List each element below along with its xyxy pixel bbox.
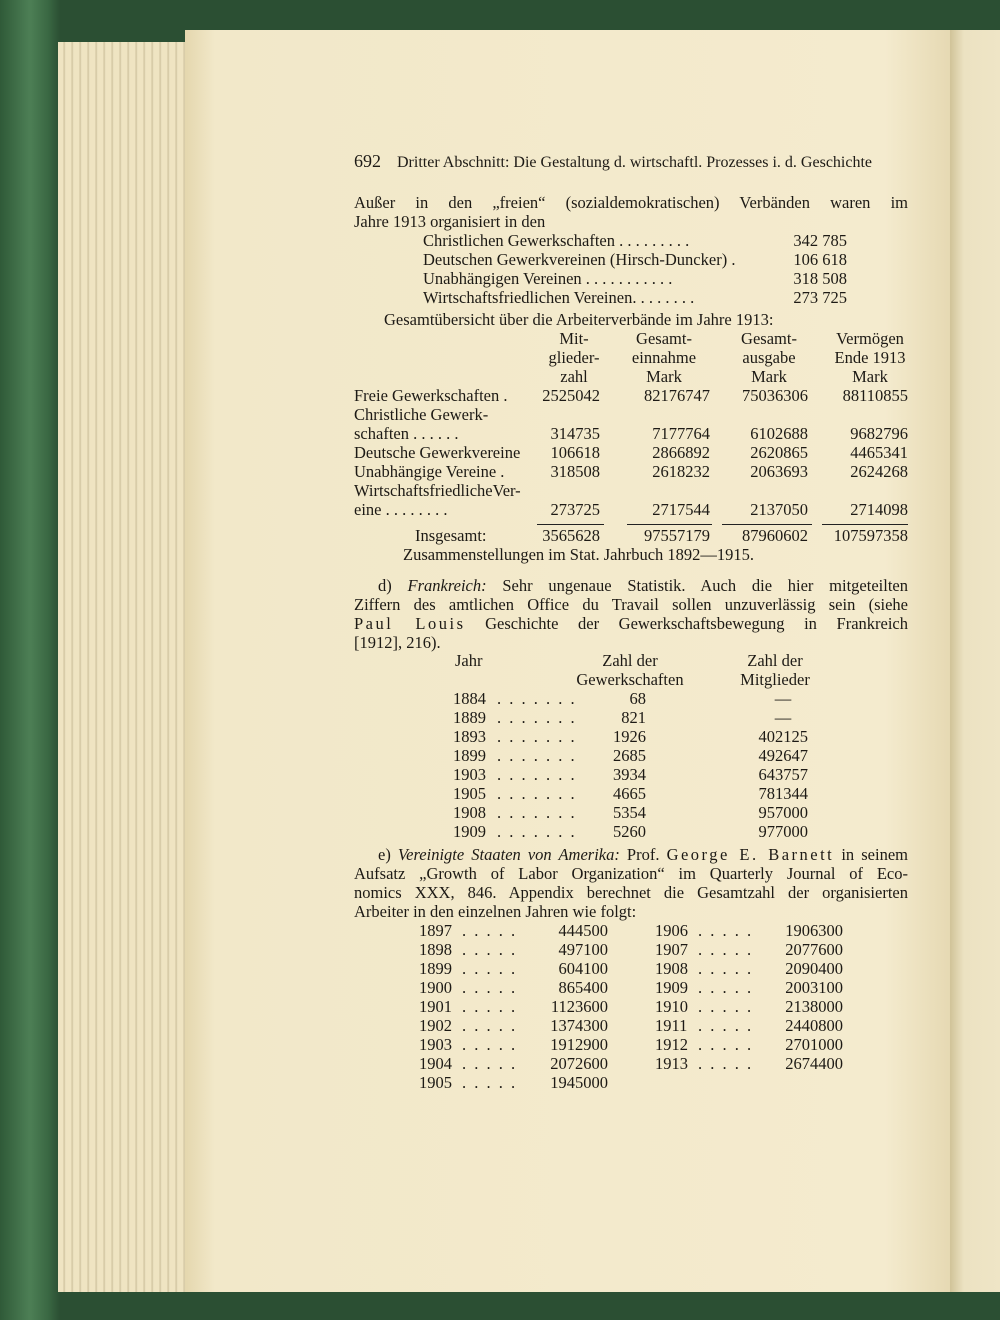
usa-value: 1123600 <box>550 997 608 1016</box>
cell-value: 273725 <box>550 500 600 519</box>
leader-dots: . . . . . <box>462 997 518 1016</box>
paragraph-line <box>354 902 636 921</box>
cell-value: 2714098 <box>850 500 908 519</box>
column-header: Mark <box>852 367 888 386</box>
leader-dots: . . . . . . . <box>497 708 577 727</box>
usa-value: 2701000 <box>785 1035 843 1054</box>
cell-value: 2137050 <box>750 500 808 519</box>
usa-year: 1909 <box>655 978 688 997</box>
usa-value: 1945000 <box>550 1073 608 1092</box>
column-header: einnahme <box>631 348 697 367</box>
cell-value: 2525042 <box>542 386 600 405</box>
organized-label: Unabhängigen Vereinen . . . . . . . . . . . <box>423 269 673 288</box>
leader-dots: . . . . . . . <box>497 727 577 746</box>
leader-dots: . . . . . <box>462 1054 518 1073</box>
usa-year: 1912 <box>655 1035 688 1054</box>
france-year: 1884 <box>453 689 486 708</box>
france-unions: 1926 <box>613 727 646 746</box>
row-label: Christliche Gewerk- <box>354 405 489 424</box>
text-span: e) <box>378 845 398 864</box>
paragraph-line <box>354 633 441 652</box>
france-year: 1889 <box>453 708 486 727</box>
leader-dots: . . . . . . . <box>497 822 577 841</box>
row-label: Unabhängige Vereine . <box>354 462 505 481</box>
total-label: Insgesamt: <box>415 526 487 545</box>
usa-year: 1906 <box>655 921 688 940</box>
facing-page <box>950 30 1000 1292</box>
france-unions: 821 <box>621 708 646 727</box>
france-unions: 5260 <box>613 822 646 841</box>
usa-year: 1911 <box>655 1016 688 1035</box>
leader-dots: . . . . . <box>698 1054 754 1073</box>
column-header: Vermögen <box>836 329 904 348</box>
usa-value: 2090400 <box>785 959 843 978</box>
total-value: 87960602 <box>742 526 808 545</box>
usa-year: 1902 <box>419 1016 452 1035</box>
col-members: Zahl der <box>747 651 803 670</box>
column-header: Mark <box>751 367 787 386</box>
total-value: 3565628 <box>542 526 600 545</box>
leader-dots: . . . . . <box>462 1016 518 1035</box>
page-edges <box>58 42 193 1292</box>
total-rule <box>722 524 812 525</box>
cell-value: 2717544 <box>652 500 710 519</box>
text-span: Frankreich: <box>407 576 487 595</box>
column-header: glieder- <box>548 348 600 367</box>
organized-label: Wirtschaftsfriedlichen Vereinen. . . . . . . . <box>423 288 695 307</box>
total-value: 97557179 <box>644 526 710 545</box>
leader-dots: . . . . . <box>698 959 754 978</box>
paragraph-line <box>354 595 908 614</box>
usa-year: 1913 <box>655 1054 688 1073</box>
leader-dots: . . . . . <box>698 997 754 1016</box>
leader-dots: . . . . . <box>698 921 754 940</box>
leader-dots: . . . . . <box>698 1035 754 1054</box>
leader-dots: . . . . . <box>462 1035 518 1054</box>
total-rule <box>627 524 712 525</box>
paragraph-line <box>378 576 908 595</box>
column-header: zahl <box>560 367 588 386</box>
col-year: Jahr <box>455 651 483 670</box>
paragraph-line <box>354 883 908 902</box>
col-unions: Zahl der <box>602 651 658 670</box>
intro-line-1: Außer in den „freien“ (sozialdemokratischen) Verbänden waren im <box>354 193 908 212</box>
cell-value: 7177764 <box>652 424 710 443</box>
usa-value: 865400 <box>558 978 608 997</box>
france-members: 402125 <box>758 727 808 746</box>
usa-value: 2003100 <box>785 978 843 997</box>
france-members: 977000 <box>758 822 808 841</box>
usa-value: 2077600 <box>785 940 843 959</box>
organized-value: 318 508 <box>793 269 847 288</box>
cell-value: 2624268 <box>850 462 908 481</box>
cell-value: 318508 <box>550 462 600 481</box>
row-label: Freie Gewerkschaften . <box>354 386 508 405</box>
text-span: George E. Barnett <box>666 845 835 864</box>
text-span: Ziffern des amtlichen Office du Travail sollen unzuverlässig sein (siehe <box>354 595 908 614</box>
intro-line-2: Jahre 1913 organisiert in den <box>354 212 546 231</box>
total-rule <box>822 524 908 525</box>
organized-value: 106 618 <box>793 250 847 269</box>
text-span: d) <box>378 576 408 595</box>
cell-value: 2620865 <box>750 443 808 462</box>
usa-value: 497100 <box>558 940 608 959</box>
france-members: 957000 <box>758 803 808 822</box>
cell-value: 2618232 <box>652 462 710 481</box>
col-unions: Gewerkschaften <box>576 670 684 689</box>
text-span: Sehr ungenaue Statistik. Auch die hier mitgeteilten <box>486 576 908 595</box>
text-span: Paul Louis <box>354 614 466 633</box>
column-header: Ende 1913 <box>834 348 906 367</box>
leader-dots: . . . . . <box>698 1016 754 1035</box>
france-unions: 3934 <box>613 765 646 784</box>
leader-dots: . . . . . <box>698 940 754 959</box>
overview-title: Gesamtübersicht über die Arbeiterverbände im Jahre 1913: <box>384 310 774 329</box>
col-members: Mitglieder <box>740 670 810 689</box>
france-year: 1905 <box>453 784 486 803</box>
text-span: Geschichte der Gewerkschaftsbewegung in Frankreich <box>465 614 908 633</box>
column-header: Gesamt- <box>741 329 797 348</box>
cell-value: 2063693 <box>750 462 808 481</box>
leader-dots: . . . . . . . <box>497 784 577 803</box>
total-value: 107597358 <box>833 526 908 545</box>
usa-value: 2674400 <box>785 1054 843 1073</box>
column-header: Gesamt- <box>636 329 692 348</box>
text-span: nomics XXX, 846. Appendix berechnet die Gesamtzahl der organisierten <box>354 883 908 902</box>
running-title: Dritter Abschnitt: Die Gestaltung d. wirtschaftl. Prozesses i. d. Geschichte <box>397 154 873 171</box>
cell-value: 9682796 <box>850 424 908 443</box>
organized-label: Deutschen Gewerkvereinen (Hirsch-Duncker) . <box>423 250 736 269</box>
usa-value: 2440800 <box>785 1016 843 1035</box>
total-rule <box>537 524 604 525</box>
cell-value: 6102688 <box>750 424 808 443</box>
text-span: Arbeiter in den einzelnen Jahren wie folgt: <box>354 902 637 921</box>
paragraph-line <box>354 614 908 633</box>
cell-value: 82176747 <box>644 386 710 405</box>
usa-year: 1897 <box>419 921 452 940</box>
usa-value: 444500 <box>558 921 608 940</box>
usa-year: 1904 <box>419 1054 452 1073</box>
leader-dots: . . . . . . . <box>497 689 577 708</box>
france-members: 781344 <box>758 784 808 803</box>
cell-value: 2866892 <box>652 443 710 462</box>
usa-value: 1374300 <box>550 1016 608 1035</box>
usa-year: 1898 <box>419 940 452 959</box>
france-year: 1908 <box>453 803 486 822</box>
usa-value: 2138000 <box>785 997 843 1016</box>
leader-dots: . . . . . . . <box>497 765 577 784</box>
cell-value: 106618 <box>550 443 600 462</box>
cell-value: 4465341 <box>850 443 908 462</box>
text-span: [1912], 216). <box>354 633 441 652</box>
leader-dots: . . . . . <box>462 940 518 959</box>
column-header: ausgabe <box>742 348 796 367</box>
cell-value: 314735 <box>550 424 600 443</box>
row-label: Deutsche Gewerkvereine <box>354 443 521 462</box>
usa-year: 1910 <box>655 997 688 1016</box>
usa-year: 1903 <box>419 1035 452 1054</box>
organized-label: Christlichen Gewerkschaften . . . . . . . . . <box>423 231 690 250</box>
usa-value: 604100 <box>558 959 608 978</box>
organized-value: 273 725 <box>793 288 847 307</box>
leader-dots: . . . . . <box>462 921 518 940</box>
usa-year: 1907 <box>655 940 688 959</box>
text-span: Vereinigte Staaten von Amerika: <box>397 845 620 864</box>
text-span: Prof. <box>619 845 667 864</box>
leader-dots: . . . . . . . <box>497 803 577 822</box>
text-span: Aufsatz „Growth of Labor Organization“ im Quarterly Journal of Eco- <box>354 864 908 883</box>
usa-year: 1905 <box>419 1073 452 1092</box>
usa-year: 1900 <box>419 978 452 997</box>
france-unions: 68 <box>629 689 646 708</box>
source-note: Zusammenstellungen im Stat. Jahrbuch 1892—1915. <box>403 545 755 564</box>
france-unions: 2685 <box>613 746 646 765</box>
organized-value: 342 785 <box>793 231 847 250</box>
france-members: 492647 <box>758 746 808 765</box>
row-label: eine . . . . . . . . <box>354 500 448 519</box>
leader-dots: . . . . . <box>462 1073 518 1092</box>
france-unions: 5354 <box>613 803 646 822</box>
france-members: — <box>774 708 792 727</box>
france-year: 1899 <box>453 746 486 765</box>
france-year: 1909 <box>453 822 486 841</box>
usa-value: 2072600 <box>550 1054 608 1073</box>
paragraph-line <box>378 845 908 864</box>
row-label: schaften . . . . . . <box>354 424 459 443</box>
france-year: 1903 <box>453 765 486 784</box>
leader-dots: . . . . . <box>698 978 754 997</box>
usa-year: 1901 <box>419 997 452 1016</box>
france-members: — <box>774 689 792 708</box>
text-span: in seinem <box>834 845 908 864</box>
usa-year: 1899 <box>419 959 452 978</box>
leader-dots: . . . . . <box>462 978 518 997</box>
france-year: 1893 <box>453 727 486 746</box>
leader-dots: . . . . . . . <box>497 746 577 765</box>
column-header: Mark <box>646 367 682 386</box>
france-members: 643757 <box>758 765 808 784</box>
usa-value: 1906300 <box>785 921 843 940</box>
page-number: 692 <box>354 151 381 171</box>
cell-value: 75036306 <box>742 386 808 405</box>
usa-year: 1908 <box>655 959 688 978</box>
column-header: Mit- <box>559 329 589 348</box>
france-unions: 4665 <box>613 784 646 803</box>
usa-value: 1912900 <box>550 1035 608 1054</box>
cell-value: 88110855 <box>842 386 908 405</box>
row-label: WirtschaftsfriedlicheVer- <box>354 481 521 500</box>
leader-dots: . . . . . <box>462 959 518 978</box>
paragraph-line <box>354 864 908 883</box>
